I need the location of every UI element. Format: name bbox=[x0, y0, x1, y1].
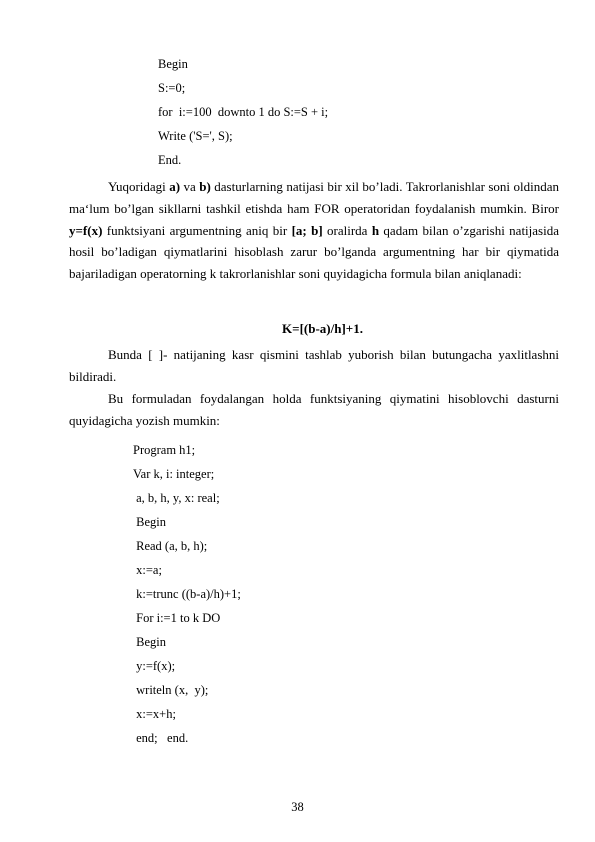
formula: K=[(b-a)/h]+1. bbox=[282, 321, 363, 336]
paragraph-loop-count: Yuqoridagi a) va b) dasturlarning natijasi bir xil bo’ladi. Takrorlanishlar soni oldindan ma‘lum bo’lgan sikllarni tashkil etishda ham FOR operatoridan foydalanish mumkin. Biror y=f(x) funktsiyani argumentning aniq bir [a; b] oralirda h qadam bilan o’zgarishi natijasida hosil bo’ladigan qiymatlarini hisoblash zarur bo’lganda argumentning har bir qiymatida bajariladigan operatorning k takrorlanishlar soni quyidagicha formula bilan aniqlanadi: bbox=[69, 179, 559, 282]
code-line: for i:=100 downto 1 do S:=S + i; bbox=[158, 105, 329, 119]
code-line: x:=a; bbox=[133, 563, 162, 577]
code-line: For i:=1 to k DO bbox=[133, 611, 221, 625]
page-number: 38 bbox=[291, 800, 304, 814]
code-line: writeln (x, y); bbox=[133, 683, 209, 697]
paragraph-brackets: Bunda [ ]- natijaning kasr qismini tashlab yuborish bilan butungacha yaxlitlashni bildiradi. bbox=[69, 347, 559, 384]
code-line: End. bbox=[158, 153, 182, 167]
code-line: k:=trunc ((b-a)/h)+1; bbox=[133, 587, 241, 601]
code-line: Program h1; bbox=[133, 443, 196, 457]
code-line: y:=f(x); bbox=[133, 659, 176, 673]
code-line: end; end. bbox=[133, 731, 189, 745]
code-line: Begin bbox=[158, 57, 188, 71]
code-line: Begin bbox=[133, 515, 166, 529]
code-line: a, b, h, y, x: real; bbox=[133, 491, 220, 505]
code-line: S:=0; bbox=[158, 81, 186, 95]
paragraph-program-intro: Bu formuladan foydalangan holda funktsiyaning qiymatini hisoblovchi dasturni quyidagicha yozish mumkin: bbox=[69, 391, 559, 428]
code-line: x:=x+h; bbox=[133, 707, 176, 721]
code-line: Begin bbox=[133, 635, 166, 649]
code-line: Write ('S=', S); bbox=[158, 129, 233, 143]
code-line: Var k, i: integer; bbox=[133, 467, 215, 481]
code-line: Read (a, b, h); bbox=[133, 539, 208, 553]
